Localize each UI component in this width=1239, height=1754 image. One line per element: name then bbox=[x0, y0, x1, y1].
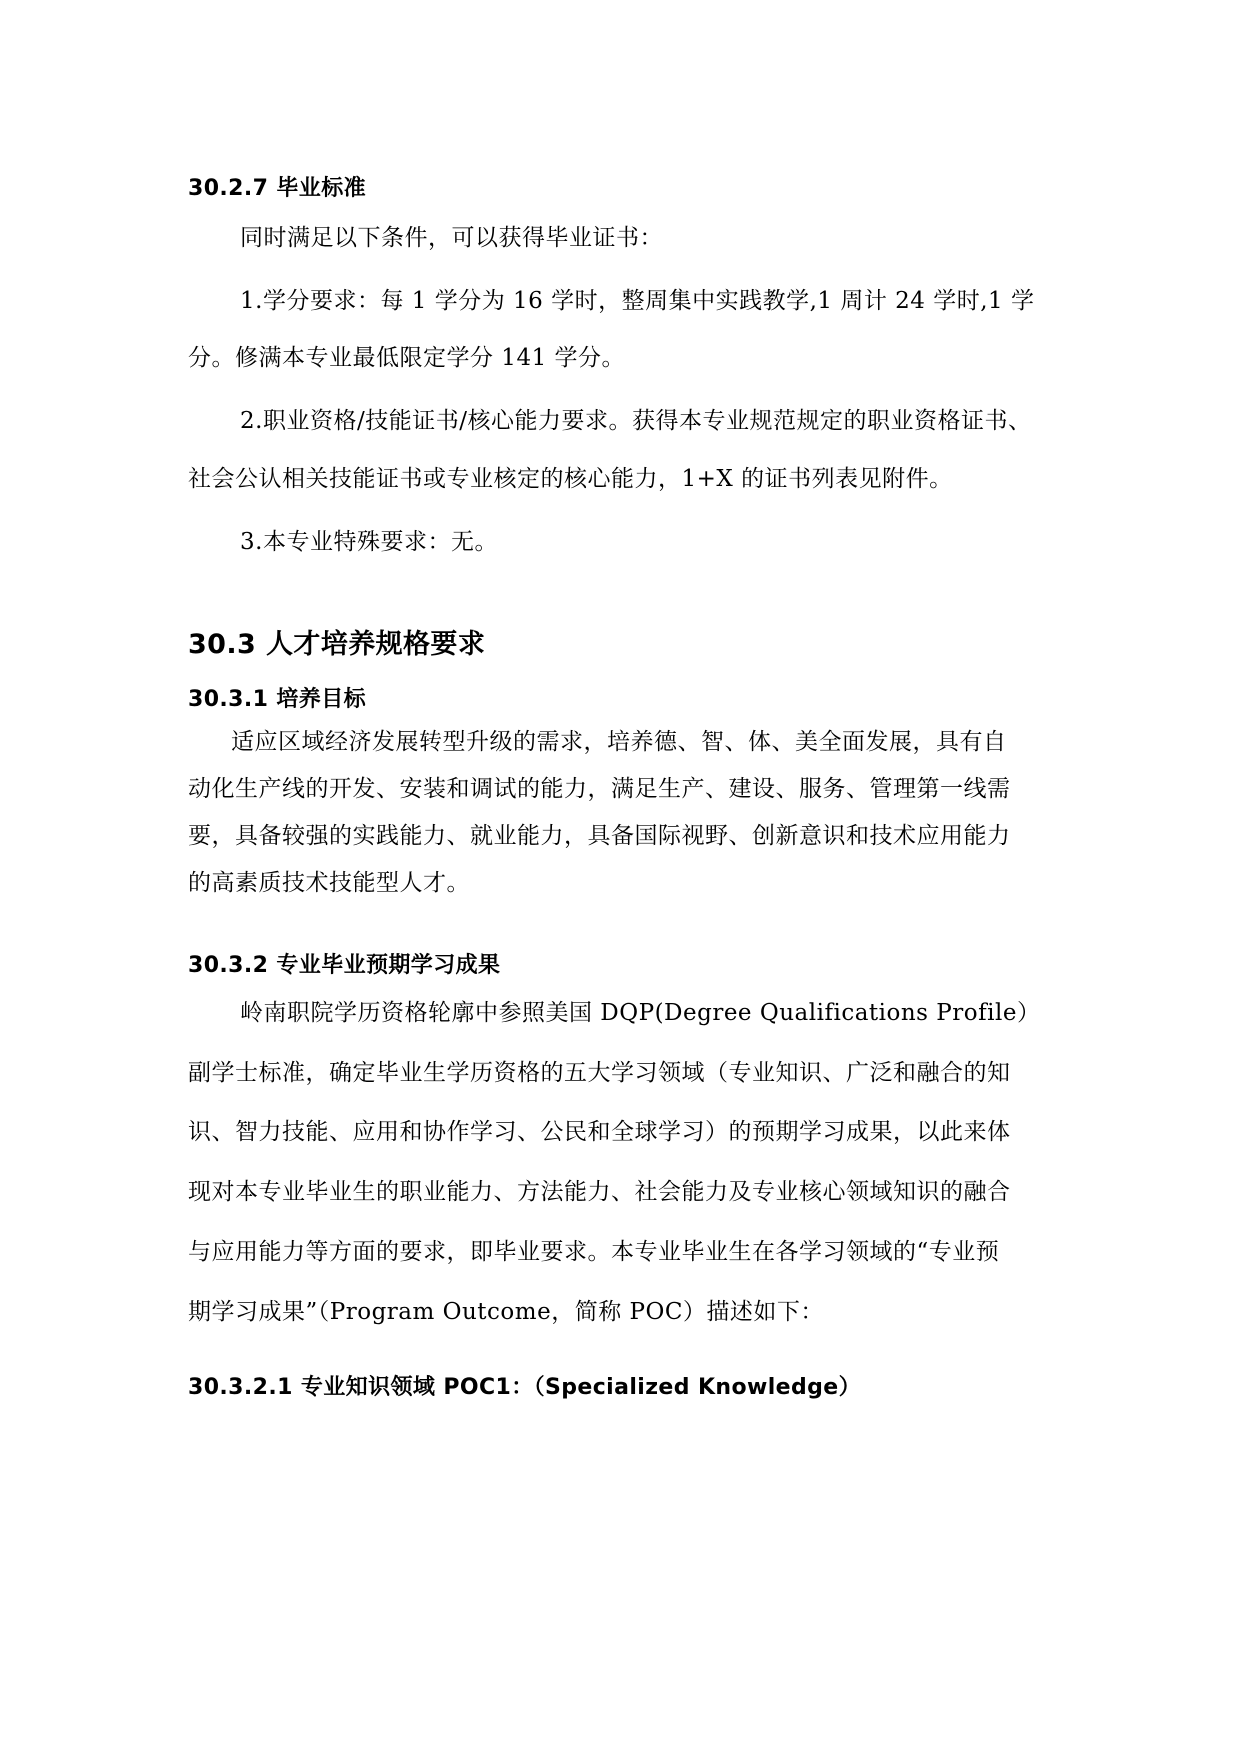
paragraph-graduation-intro: 同时满足以下条件，可以获得毕业证书： bbox=[240, 225, 663, 251]
paragraph-outcomes-line-1: 岭南职院学历资格轮廓中参照美国 DQP(Degree Qualifications Profile） bbox=[240, 1000, 1041, 1026]
section-heading-30-3: 30.3 人才培养规格要求 bbox=[188, 629, 486, 660]
paragraph-outcomes-line-3: 识、智力技能、应用和协作学习、公民和全球学习）的预期学习成果，以此来体 bbox=[188, 1119, 1011, 1145]
paragraph-special-requirement: 3.本专业特殊要求：无。 bbox=[240, 529, 498, 555]
paragraph-credit-requirement-line-2: 分。修满本专业最低限定学分 141 学分。 bbox=[188, 345, 626, 371]
section-heading-30-3-1: 30.3.1 培养目标 bbox=[188, 687, 367, 712]
paragraph-certificate-requirement-line-2: 社会公认相关技能证书或专业核定的核心能力，1+X 的证书列表见附件。 bbox=[188, 466, 953, 492]
paragraph-training-goal-line-4: 的高素质技术技能型人才。 bbox=[188, 870, 470, 896]
paragraph-outcomes-line-5: 与应用能力等方面的要求，即毕业要求。本专业毕业生在各学习领域的“专业预 bbox=[188, 1239, 1000, 1265]
paragraph-training-goal-line-1: 适应区域经济发展转型升级的需求，培养德、智、体、美全面发展，具有自 bbox=[231, 729, 1007, 755]
section-heading-30-3-2-1: 30.3.2.1 专业知识领域 POC1：（Specialized Knowledge） bbox=[188, 1375, 861, 1400]
paragraph-outcomes-line-4: 现对本专业毕业生的职业能力、方法能力、社会能力及专业核心领域知识的融合 bbox=[188, 1179, 1011, 1205]
paragraph-outcomes-line-2: 副学士标准，确定毕业生学历资格的五大学习领域（专业知识、广泛和融合的知 bbox=[188, 1060, 1011, 1086]
paragraph-training-goal-line-3: 要，具备较强的实践能力、就业能力，具备国际视野、创新意识和技术应用能力 bbox=[188, 823, 1011, 849]
paragraph-outcomes-line-6: 期学习成果”（Program Outcome，简称 POC）描述如下： bbox=[188, 1299, 824, 1325]
section-heading-30-3-2: 30.3.2 专业毕业预期学习成果 bbox=[188, 953, 501, 978]
paragraph-credit-requirement-line-1: 1.学分要求：每 1 学分为 16 学时，整周集中实践教学,1 周计 24 学时,1 学 bbox=[240, 288, 1035, 314]
paragraph-training-goal-line-2: 动化生产线的开发、安装和调试的能力，满足生产、建设、服务、管理第一线需 bbox=[188, 776, 1011, 802]
paragraph-certificate-requirement-line-1: 2.职业资格/技能证书/核心能力要求。获得本专业规范规定的职业资格证书、 bbox=[240, 408, 1032, 434]
section-heading-30-2-7: 30.2.7 毕业标准 bbox=[188, 176, 367, 201]
